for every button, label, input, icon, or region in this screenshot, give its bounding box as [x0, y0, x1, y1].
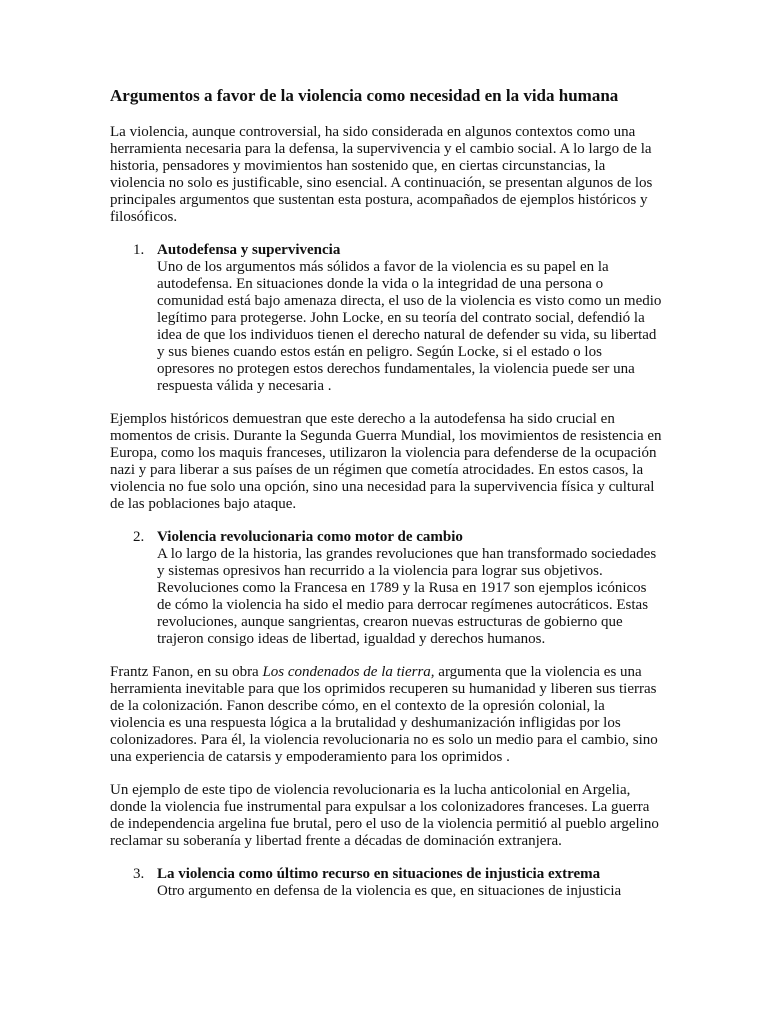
- section-body-autodefensa: Uno de los argumentos más sólidos a favor de la violencia es su papel en la autodefensa. En situaciones donde la vida o la integridad de una persona o comunidad está bajo amenaza directa, el uso de la violencia es visto como un medio legítimo para protegerse. John Locke, en su teoría del contrato social, defendió la idea de que los individuos tienen el derecho natural de defender su vida, su libertad y sus bienes cuando estos están en peligro. Según Locke, si el estado o los opresores no protegen estos derechos fundamentales, la violencia puede ser una respuesta válida y necesaria .: [157, 259, 662, 394]
- paragraph-argelia: Un ejemplo de este tipo de violencia revolucionaria es la lucha anticolonial en Argelia, donde la violencia fue instrumental para expulsar a los colonizadores franceses. La guerra de independencia argelina fue brutal, pero el uso de la violencia permitió al pueblo argelino reclamar su soberanía y libertad frente a décadas de dominación extranjera.: [110, 782, 659, 849]
- list-item-1: [110, 242, 662, 395]
- paragraph-fanon: [110, 664, 662, 766]
- list-number-1: 1.: [133, 242, 145, 258]
- section-body-ultimo-recurso: Otro argumento en defensa de la violencia es que, en situaciones de injusticia: [157, 883, 622, 899]
- list-item-3: [110, 866, 662, 900]
- section-heading-autodefensa: Autodefensa y supervivencia: [157, 242, 341, 258]
- fanon-text-after: argumenta que la violencia es una herramienta inevitable para que los oprimidos recuperen su humanidad y liberen sus tierras de la colonización. Fanon describe cómo, en el contexto de la opresión colonial, la violencia es una respuesta lógica a la brutalidad y deshumanización infligidas por los colonizadores. Para él, la violencia revolucionaria no es solo un medio para el cambio, sino una experiencia de catarsis y empoderamiento para los oprimidos .: [110, 664, 658, 765]
- section-heading-ultimo-recurso: La violencia como último recurso en situaciones de injusticia extrema: [157, 866, 601, 882]
- section-body-revolucionaria: A lo largo de la historia, las grandes revoluciones que han transformado sociedades y sistemas opresivos han recurrido a la violencia para lograr sus objetivos. Revoluciones como la Francesa en 1789 y la Rusa en 1917 son ejemplos icónicos de cómo la violencia ha sido el medio para derrocar regímenes autocráticos. Estas revoluciones, aunque sangrientas, crearon nuevas estructuras de gobierno que trajeron consigo ideas de libertad, igualdad y derechos humanos.: [157, 546, 657, 647]
- document-page: [110, 86, 662, 916]
- intro-paragraph: La violencia, aunque controversial, ha sido considerada en algunos contextos como una herramienta necesaria para la defensa, la supervivencia y el cambio social. A lo largo de la historia, pensadores y movimientos han sostenido que, en ciertas circunstancias, la violencia no solo es justificable, sino esencial. A continuación, se presentan algunos de los principales argumentos que sustentan esta postura, acompañados de ejemplos históricos y filosóficos.: [110, 124, 653, 225]
- paragraph-ejemplos-historicos: Ejemplos históricos demuestran que este derecho a la autodefensa ha sido crucial en momentos de crisis. Durante la Segunda Guerra Mundial, los movimientos de resistencia en Europa, como los maquis franceses, utilizaron la violencia para defenderse de la ocupación nazi y para liberar a sus países de un régimen que cometía atrocidades. En estos casos, la violencia no fue solo una opción, sino una necesidad para la supervivencia física y cultural de las poblaciones bajo ataque.: [110, 411, 662, 512]
- fanon-text-before: Frantz Fanon, en su obra: [110, 664, 263, 680]
- section-heading-revolucionaria: Violencia revolucionaria como motor de cambio: [157, 529, 463, 545]
- list-number-2: 2.: [133, 529, 145, 545]
- list-number-3: 3.: [133, 866, 145, 882]
- list-item-2: [110, 529, 662, 648]
- fanon-book-title: Los condenados de la tierra,: [262, 664, 435, 680]
- document-title: Argumentos a favor de la violencia como necesidad en la vida humana: [110, 86, 619, 105]
